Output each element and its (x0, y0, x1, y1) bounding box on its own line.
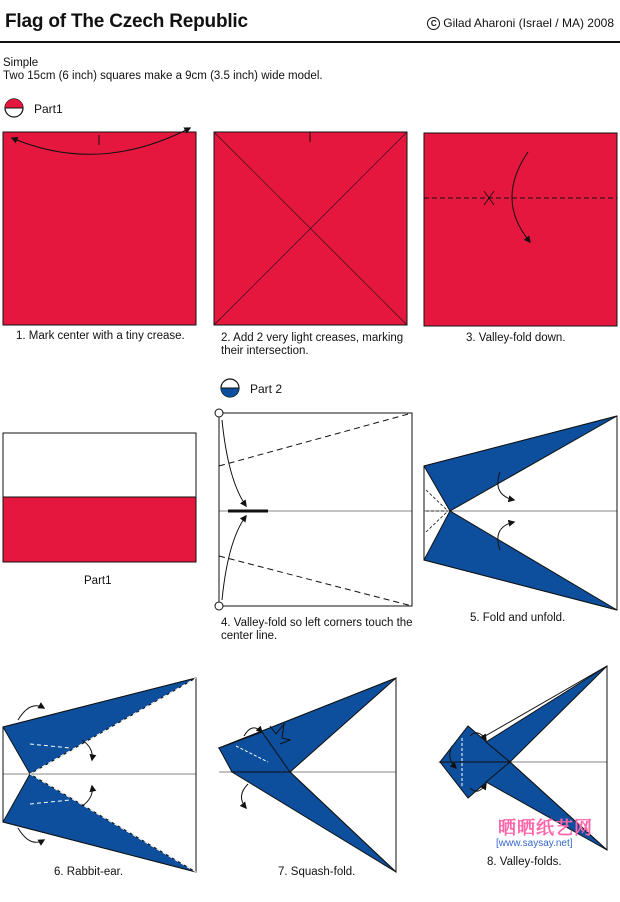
step2-caption-line1: 2. Add 2 very light creases, marking (221, 332, 404, 344)
part1-icon (5, 99, 23, 117)
step2-caption (221, 332, 403, 357)
step3-caption: 3. Valley-fold down. (466, 332, 566, 344)
step8-caption: 8. Valley-folds. (487, 856, 562, 868)
step6-caption: 6. Rabbit-ear. (54, 866, 124, 878)
step6-diagram (3, 678, 196, 872)
step1-diagram (3, 128, 196, 325)
author-credit: Gilad Aharoni (Israel / MA) 2008 (443, 16, 614, 30)
fold-arrow-icon (241, 784, 248, 808)
watermark-url: [www.saysay.net] (496, 838, 573, 849)
step2-diagram (214, 132, 407, 325)
step7-caption: 7. Squash-fold. (278, 866, 356, 878)
step5-diagram (424, 416, 617, 610)
part2-label: Part 2 (250, 382, 283, 396)
description-text: Two 15cm (6 inch) squares make a 9cm (3.5 inch) wide model. (3, 70, 323, 82)
step4-caption-line1: 4. Valley-fold so left corners touch the (221, 617, 413, 629)
part2-icon (221, 379, 239, 397)
step4-caption (221, 617, 413, 642)
difficulty-text: Simple (3, 57, 39, 69)
part1-result-diagram (3, 433, 196, 562)
step2-caption-line2: their intersection. (221, 344, 309, 357)
copyright-icon: C (427, 17, 440, 30)
watermark-chinese: 晒晒纸艺网 (498, 818, 593, 838)
step3-diagram (424, 133, 617, 326)
part1-label: Part1 (34, 102, 63, 116)
part1-result-caption: Part1 (84, 575, 112, 587)
step4-caption-line2: center line. (221, 629, 278, 642)
step1-caption: 1. Mark center with a tiny crease. (16, 330, 185, 342)
step7-diagram (219, 678, 396, 872)
page-title: Flag of The Czech Republic (5, 11, 248, 32)
step4-diagram (215, 409, 412, 610)
step5-caption: 5. Fold and unfold. (470, 612, 566, 624)
